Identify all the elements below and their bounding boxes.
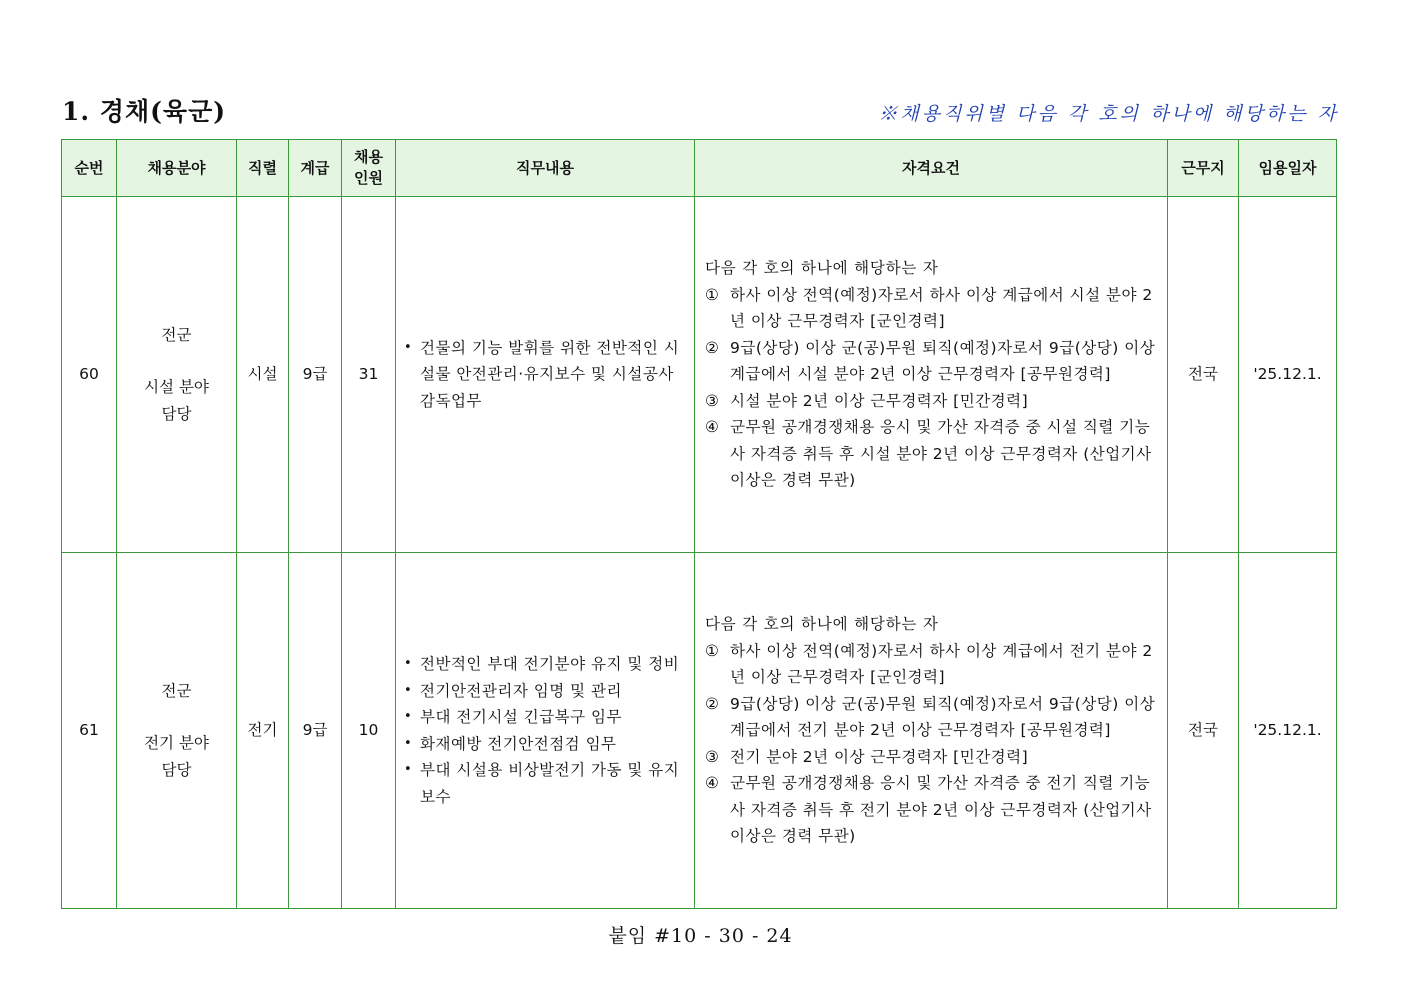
qual-number: ②	[705, 694, 720, 713]
field-line: 전기 분야	[144, 734, 209, 753]
qual-item	[705, 744, 1165, 771]
cell-grade: 9급	[289, 197, 342, 553]
table-row	[62, 197, 1337, 553]
qual-number: ③	[705, 747, 720, 766]
cell-field	[117, 197, 237, 553]
header-date: 임용일자	[1239, 140, 1337, 197]
field-line: 시설 분야	[144, 378, 209, 397]
qual-number: ①	[705, 641, 720, 660]
field-spacer	[117, 704, 236, 730]
cell-count: 10	[342, 553, 396, 909]
page-footer: 붙임 #10 - 30 - 24	[608, 925, 793, 947]
header-count: 채용 인원	[342, 140, 396, 197]
section-note: ※채용직위별 다음 각 호의 하나에 해당하는 자	[878, 103, 1339, 125]
qual-intro: 다음 각 호의 하나에 해당하는 자	[705, 615, 939, 634]
qual-text: 하사 이상 전역(예정)자로서 하사 이상 계급에서 시설 분야 2년 이상 근무경력자 [군인경력]	[730, 285, 1153, 331]
field-line: 전군	[161, 325, 192, 344]
cell-location: 전국	[1168, 553, 1239, 909]
qual-item	[705, 414, 1165, 494]
header-location: 근무지	[1168, 140, 1239, 197]
header-quals: 자격요건	[695, 140, 1168, 197]
cell-date: '25.12.1.	[1239, 553, 1337, 909]
qual-number: ②	[705, 338, 720, 357]
qual-text: 시설 분야 2년 이상 근무경력자 [민간경력]	[730, 391, 1029, 410]
qual-number: ④	[705, 774, 720, 793]
qual-text: 9급(상당) 이상 군(공)무원 퇴직(예정)자로서 9급(상당) 이상 계급에서 시설 분야 2년 이상 근무경력자 [공무원경력]	[730, 338, 1156, 384]
duty-list	[404, 651, 686, 810]
header-series: 직렬	[237, 140, 289, 197]
qual-text: 군무원 공개경쟁채용 응시 및 가산 자격증 중 전기 직렬 기능사 자격증 취득 후 전기 분야 2년 이상 근무경력자 (산업기사 이상은 경력 무관)	[730, 774, 1152, 846]
field-line: 전군	[161, 681, 192, 700]
qual-number: ④	[705, 418, 720, 437]
qual-item	[705, 282, 1165, 335]
cell-location: 전국	[1168, 197, 1239, 553]
cell-quals	[695, 197, 1168, 553]
duty-list	[404, 335, 686, 415]
cell-seq: 61	[62, 553, 117, 909]
header-seq: 순번	[62, 140, 117, 197]
field-spacer	[117, 348, 236, 374]
qual-item	[705, 335, 1165, 388]
cell-series: 전기	[237, 553, 289, 909]
qual-item	[705, 388, 1165, 415]
duty-item: • 부대 전기시설 긴급복구 임무	[404, 704, 686, 731]
qual-text: 군무원 공개경쟁채용 응시 및 가산 자격증 중 시설 직렬 기능사 자격증 취득 후 시설 분야 2년 이상 근무경력자 (산업기사 이상은 경력 무관)	[730, 418, 1152, 490]
cell-grade: 9급	[289, 553, 342, 909]
qual-item	[705, 770, 1165, 850]
field-line: 담당	[161, 404, 192, 423]
field-line: 담당	[161, 760, 192, 779]
qual-text: 하사 이상 전역(예정)자로서 하사 이상 계급에서 전기 분야 2년 이상 근무경력자 [군인경력]	[730, 641, 1153, 687]
duty-item: • 건물의 기능 발휘를 위한 전반적인 시설물 안전관리·유지보수 및 시설공사 감독업무	[404, 335, 686, 415]
cell-seq: 60	[62, 197, 117, 553]
cell-date: '25.12.1.	[1239, 197, 1337, 553]
qual-list	[705, 282, 1165, 494]
qual-list	[705, 638, 1165, 850]
section-title: 1. 경채(육군)	[62, 97, 227, 126]
qual-number: ①	[705, 285, 720, 304]
cell-series: 시설	[237, 197, 289, 553]
qual-item	[705, 691, 1165, 744]
table-row	[62, 553, 1337, 909]
cell-count: 31	[342, 197, 396, 553]
header-grade: 계급	[289, 140, 342, 197]
qual-number: ③	[705, 391, 720, 410]
duty-item: • 전기안전관리자 임명 및 관리	[404, 678, 686, 705]
header-field: 채용분야	[117, 140, 237, 197]
cell-field	[117, 553, 237, 909]
table-header-row	[62, 140, 1337, 197]
cell-duties	[396, 197, 695, 553]
header-duties: 직무내용	[396, 140, 695, 197]
duty-item: • 전반적인 부대 전기분야 유지 및 정비	[404, 651, 686, 678]
qual-text: 전기 분야 2년 이상 근무경력자 [민간경력]	[730, 747, 1029, 766]
qual-text: 9급(상당) 이상 군(공)무원 퇴직(예정)자로서 9급(상당) 이상 계급에서 전기 분야 2년 이상 근무경력자 [공무원경력]	[730, 694, 1156, 740]
cell-quals	[695, 553, 1168, 909]
recruitment-table	[61, 139, 1337, 909]
qual-item	[705, 638, 1165, 691]
cell-duties	[396, 553, 695, 909]
duty-item: • 부대 시설용 비상발전기 가동 및 유지보수	[404, 757, 686, 810]
qual-intro: 다음 각 호의 하나에 해당하는 자	[705, 259, 939, 278]
duty-item: • 화재예방 전기안전점검 임무	[404, 731, 686, 758]
